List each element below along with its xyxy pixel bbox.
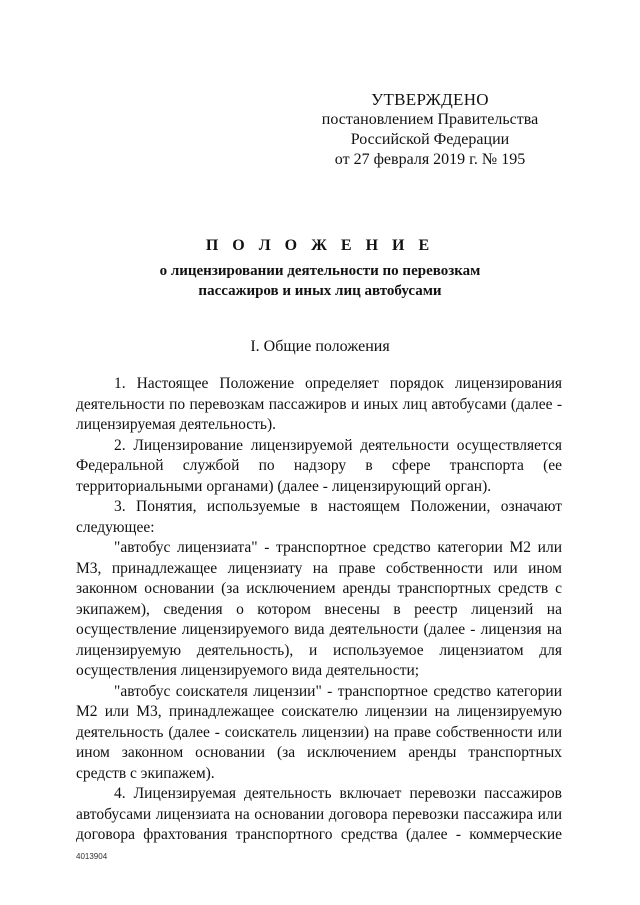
document-subtitle [100, 261, 540, 301]
approval-line-1: постановлением Правительства [321, 111, 539, 128]
section-heading: I. Общие положения [250, 338, 390, 355]
paragraph-3-definition-1: "автобус лицензиата" - транспортное средство категории М2 или М3, принадлежащее лицензиату на праве собственности или ином законном основании (за исключением аренды транспортных средств с экипажем), сведения о котором внесены в реестр лицензий на осуществление лицензируемого вида деятельности (далее - лицензия на лицензируемую деятельность), и используемое лицензиатом для осуществления лицензируемого вида деятельности; [76, 539, 562, 679]
paragraph-3-definition-2: "автобус соискателя лицензии" - транспортное средство категории М2 или М3, принадлежащее соискателю лицензии на лицензируемую деятельность (далее - соискатель лицензии) на праве собственности или ином законном основании (за исключением аренды транспортных средств с экипажем). [76, 682, 562, 782]
paragraph-2: 2. Лицензирование лицензируемой деятельности осуществляется Федеральной службой по надзору в сфере транспорта (ее территориальными органами) (далее - лицензирующий орган). [76, 436, 562, 495]
paragraph-1: 1. Настоящее Положение определяет порядок лицензирования деятельности по перевозкам пассажиров и иных лиц автобусами (далее - лицензируемая деятельность). [76, 375, 562, 433]
subtitle-line-1: о лицензировании деятельности по перевозкам [159, 263, 481, 279]
paragraph-4: 4. Лицензируемая деятельность включает перевозки пассажиров автобусами лицензиата на основании договора перевозки пассажира или договора фрахтования транспортного средства (далее - коммерческие [76, 785, 562, 843]
paragraph-3: 3. Понятия, используемые в настоящем Положении, означают следующее: [76, 498, 562, 536]
approval-line-3: от 27 февраля 2019 г. № 195 [334, 151, 526, 168]
approval-block [300, 90, 560, 170]
subtitle-line-2: пассажиров и иных лиц автобусами [198, 283, 442, 299]
footer-code: 4013904 [76, 852, 108, 861]
approval-label: УТВЕРЖДЕНО [371, 90, 489, 109]
document-title: П О Л О Ж Е Н И Е [205, 237, 435, 254]
approval-line-2: Российской Федерации [350, 131, 510, 148]
document-body [76, 374, 562, 846]
